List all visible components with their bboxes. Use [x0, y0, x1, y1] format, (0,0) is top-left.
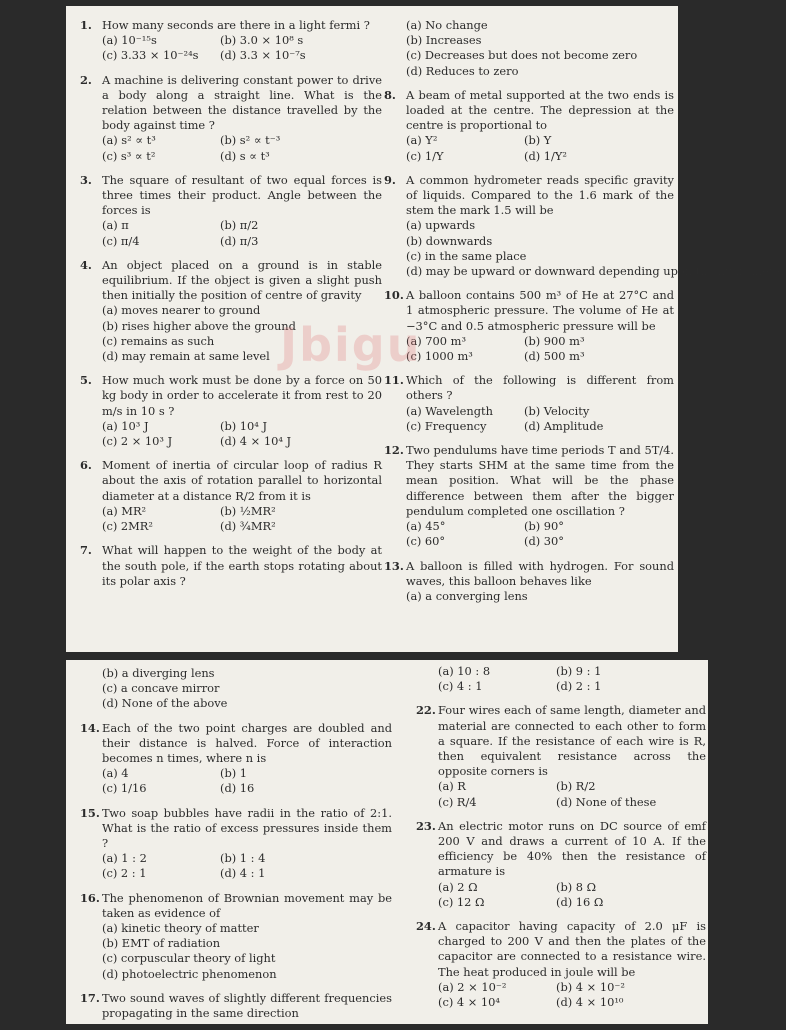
- options-list: [80, 419, 382, 449]
- question-stem: [384, 443, 674, 519]
- option: (d) 16 Ω: [556, 894, 604, 909]
- option: (b) 10⁴ J: [220, 418, 268, 433]
- options-list: [384, 18, 674, 79]
- question-text: A balloon contains 500 m³ of He at 27°C and 1 atmospheric pressure. The volume of He at −3°C and 0.5 atmospheric pressure will be: [406, 288, 674, 333]
- options-list: [384, 519, 674, 549]
- option: (a) 45°: [406, 519, 446, 534]
- question-number: 24.: [416, 919, 436, 934]
- option: (a) 10⁻¹⁵s: [102, 33, 157, 48]
- option: (d) π/3: [220, 233, 259, 248]
- question-number: 17.: [80, 990, 100, 1005]
- option: (c) R/4: [438, 794, 477, 809]
- option: (b) downwards: [406, 233, 493, 248]
- option: (b) 9 : 1: [556, 664, 602, 678]
- option: (d) 2 : 1: [556, 679, 602, 694]
- option: (d) 500 m³: [524, 349, 585, 364]
- options-list: [416, 779, 706, 809]
- question-2: [80, 73, 382, 164]
- question-number: 5.: [80, 373, 92, 388]
- question-number: 10.: [384, 288, 404, 303]
- question-text: Two soap bubbles have radii in the ratio of 2:1. What is the ratio of excess pressures inside them ?: [102, 805, 392, 851]
- option: (c) in the same place: [406, 248, 527, 263]
- option: (a) π: [102, 218, 129, 233]
- option: (d) 16: [220, 781, 255, 796]
- option: (a) a converging lens: [406, 588, 528, 603]
- question-stem: [80, 891, 392, 921]
- option: (b) 4 × 10⁻²: [556, 979, 625, 994]
- options-list: [416, 664, 706, 694]
- question-stem: [384, 373, 674, 403]
- option: (a) Y²: [406, 133, 438, 148]
- option: (c) 4 : 1: [438, 679, 483, 694]
- options-list: [384, 218, 786, 279]
- option: (c) a concave mirror: [102, 681, 220, 696]
- option: (a) 10 : 8: [438, 664, 491, 678]
- option: (c) 12 Ω: [438, 894, 485, 909]
- option: (a) R: [438, 779, 466, 794]
- option: (a) moves nearer to ground: [102, 303, 261, 318]
- question-number: 2.: [80, 72, 92, 87]
- question-number: 12.: [384, 443, 404, 458]
- question-text: A capacitor having capacity of 2.0 μF is charged to 200 V and then the plates of the capacitor are connected to a resistance wire. The heat produced in joule will be: [438, 919, 706, 979]
- option: (c) Frequency: [406, 418, 487, 433]
- question-text: The phenomenon of Brownian movement may be taken as evidence of: [102, 890, 392, 920]
- option: (d) None of the above: [102, 696, 228, 711]
- watermark-logo: Jbigu: [280, 318, 422, 372]
- question-stem: [416, 703, 706, 779]
- options-list: [80, 218, 382, 248]
- option: (a) 2 Ω: [438, 879, 478, 894]
- page-bottom: [66, 660, 708, 1024]
- option: (a) 10³ J: [102, 418, 149, 433]
- option: (a) kinetic theory of matter: [102, 921, 259, 936]
- question-text: Four wires each of same length, diameter and material are connected to each other to form a square. If the resistance of each wire is R, then equivalent resistance across the opposite corners is: [438, 703, 706, 779]
- question-text: A machine is delivering constant power to drive a body along a straight line. What is the relation between the distance travelled by the body against time ?: [102, 72, 382, 133]
- question-stem: [80, 721, 392, 767]
- question-12: [384, 443, 674, 549]
- option: (b) rises higher above the ground: [102, 318, 296, 333]
- option: (b) EMT of radiation: [102, 936, 221, 951]
- option: (a) s² ∝ t³: [102, 133, 156, 148]
- question-number: 6.: [80, 458, 92, 473]
- question-8: [384, 88, 674, 164]
- question-23: [416, 819, 706, 910]
- question-stem: [80, 458, 382, 504]
- option: (d) 3.3 × 10⁻⁷s: [220, 48, 306, 63]
- options-list: [416, 880, 706, 910]
- question-number: 13.: [384, 558, 404, 573]
- option: (b) Y: [524, 133, 552, 148]
- option: (b) Increases: [406, 33, 482, 48]
- option: (a) 1 : 2: [102, 851, 147, 866]
- question-7: [80, 543, 382, 589]
- question-stem: [384, 88, 674, 134]
- question-14: [80, 721, 392, 797]
- option: (d) may remain at same level: [102, 349, 270, 364]
- question-text: Two pendulums have time periods T and 5T/4. They starts SHM at the same time from the mean position. What will be the phase difference between them after the bigger pendulum completed one oscillation ?: [406, 443, 674, 518]
- column-top-right: [384, 18, 786, 613]
- option: (a) No change: [406, 18, 488, 32]
- option: (b) 1 : 4: [220, 851, 266, 866]
- question-text: An electric motor runs on DC source of emf 200 V and draws a current of 10 A. If the efficiency be 40% then the resistance of armature is: [438, 818, 706, 879]
- options-list: [384, 589, 674, 604]
- option: (d) Reduces to zero: [406, 63, 519, 78]
- question-number: 7.: [80, 543, 92, 558]
- options-list: [384, 133, 674, 163]
- option: (b) ½MR²: [220, 503, 276, 518]
- column-bottom-left: [80, 666, 392, 1030]
- question-stem: [80, 543, 382, 589]
- question-number: 22.: [416, 703, 436, 718]
- question-text: The square of resultant of two equal forces is three times their product. Angle between the forces is: [102, 172, 382, 218]
- question-21-options: [416, 664, 706, 694]
- options-list: [384, 334, 674, 364]
- question-number: 4.: [80, 257, 92, 272]
- option: (a) 2 × 10⁻²: [438, 979, 507, 994]
- option: (d) 30°: [524, 534, 564, 549]
- question-stem: [80, 806, 392, 852]
- option: (d) None of these: [556, 794, 657, 809]
- option: (b) π/2: [220, 218, 259, 233]
- question-13: [384, 559, 674, 605]
- option: (a) Wavelength: [406, 403, 493, 418]
- options-list: [80, 921, 392, 982]
- question-stem: [384, 559, 674, 589]
- question-stem: [384, 173, 674, 219]
- option: (b) 90°: [524, 519, 564, 534]
- question-text: A common hydrometer reads specific gravity of liquids. Compared to the 1.6 mark of the stem the mark 1.5 will be: [406, 172, 674, 218]
- option: (d) 4 : 1: [220, 866, 266, 881]
- question-text: Which of the following is different from others ?: [406, 373, 674, 403]
- column-bottom-right: [416, 664, 706, 1019]
- option: (a) 4: [102, 766, 129, 781]
- options-list: [80, 851, 392, 881]
- question-17: [80, 991, 392, 1021]
- options-list: [80, 504, 382, 534]
- option: (c) corpuscular theory of light: [102, 951, 276, 966]
- question-7-options: [384, 18, 674, 79]
- options-list: [80, 666, 392, 712]
- question-24: [416, 919, 706, 1010]
- option: (d) 4 × 10⁴ J: [220, 434, 292, 449]
- question-number: 8.: [384, 87, 396, 102]
- option: (c) Decreases but does not become zero: [406, 48, 638, 63]
- question-stem: [80, 258, 382, 304]
- option: (d) s ∝ t³: [220, 148, 270, 163]
- option: (b) 3.0 × 10⁸ s: [220, 33, 304, 48]
- option: (c) 2MR²: [102, 519, 153, 534]
- option: (b) s² ∝ t⁻³: [220, 133, 281, 148]
- question-number: 9.: [384, 172, 396, 187]
- option: (b) a diverging lens: [102, 666, 215, 680]
- question-15: [80, 806, 392, 882]
- page-top: [66, 6, 786, 652]
- question-11: [384, 373, 674, 434]
- option: (a) 700 m³: [406, 333, 467, 348]
- question-9: [384, 172, 786, 279]
- question-text: Moment of inertia of circular loop of radius R about the axis of rotation parallel to horizontal diameter at a distance R/2 from it is: [102, 458, 382, 503]
- option: (d) 1/Y²: [524, 148, 567, 163]
- question-6: [80, 458, 382, 534]
- options-list: [80, 133, 382, 163]
- question-3: [80, 173, 382, 249]
- question-stem: [416, 919, 706, 980]
- option: (c) π/4: [102, 233, 140, 248]
- question-text: How much work must be done by a force on 50 kg body in order to accelerate it from rest to 20 m/s in 10 s ?: [102, 373, 382, 418]
- question-5: [80, 373, 382, 449]
- option: (c) 2 : 1: [102, 866, 147, 881]
- question-number: 15.: [80, 805, 100, 820]
- question-13-options: [80, 666, 392, 712]
- option: (d) ¾MR²: [220, 519, 276, 534]
- option: (b) 1: [220, 766, 248, 781]
- question-16: [80, 891, 392, 982]
- question-number: 16.: [80, 890, 100, 905]
- question-stem: [416, 819, 706, 880]
- question-text: How many seconds are there in a light fermi ?: [102, 18, 370, 32]
- question-text: An object placed on a ground is in stable equilibrium. If the object is given a slight push then initially the position of centre of gravity: [102, 257, 382, 303]
- question-stem: [80, 991, 392, 1021]
- question-number: 14.: [80, 720, 100, 735]
- question-number: 1.: [80, 18, 92, 32]
- question-stem: [80, 73, 382, 134]
- option: (b) R/2: [556, 779, 596, 794]
- question-text: A beam of metal supported at the two ends is loaded at the centre. The depression at the centre is proportional to: [406, 87, 674, 133]
- option: (a) MR²: [102, 503, 147, 518]
- option: (c) 4 × 10⁴: [438, 995, 500, 1010]
- option: (c) 2 × 10³ J: [102, 434, 173, 449]
- option: (c) 60°: [406, 534, 446, 549]
- option: (c) 3.33 × 10⁻²⁴s: [102, 48, 199, 63]
- question-number: 11.: [384, 373, 404, 388]
- options-list: [384, 404, 674, 434]
- question-1: [80, 18, 382, 64]
- question-number: 23.: [416, 818, 436, 833]
- question-stem: [80, 18, 382, 33]
- question-number: 3.: [80, 172, 92, 187]
- option: (b) 900 m³: [524, 333, 585, 348]
- option: (c) 1/Y: [406, 148, 444, 163]
- option: (b) Velocity: [524, 403, 590, 418]
- options-list: [80, 766, 392, 796]
- option: (c) remains as such: [102, 333, 215, 348]
- question-stem: [80, 373, 382, 419]
- question-22: [416, 703, 706, 809]
- option: (c) s³ ∝ t²: [102, 148, 156, 163]
- column-top-left: [80, 18, 382, 598]
- option: (d) Amplitude: [524, 418, 604, 433]
- option: (d) photoelectric phenomenon: [102, 966, 277, 981]
- option: (b) 8 Ω: [556, 879, 597, 894]
- question-text: Each of the two point charges are doubled and their distance is halved. Force of interaction becomes n times, where n is: [102, 720, 392, 766]
- question-text: A balloon is filled with hydrogen. For sound waves, this balloon behaves like: [406, 558, 674, 588]
- option: (a) upwards: [406, 218, 476, 233]
- question-stem: [80, 173, 382, 219]
- options-list: [80, 33, 382, 63]
- question-10: [384, 288, 674, 364]
- question-text: What will happen to the weight of the body at the south pole, if the earth stops rotating about its polar axis ?: [102, 543, 382, 588]
- option: (c) 1000 m³: [406, 349, 473, 364]
- question-text: Two sound waves of slightly different frequencies propagating in the same direction: [102, 990, 392, 1021]
- option: (d) may be upward or downward depending upon the hydrometer: [406, 264, 786, 279]
- question-stem: [384, 288, 674, 334]
- option: (c) 1/16: [102, 781, 147, 796]
- options-list: [416, 980, 706, 1010]
- option: (d) 4 × 10¹⁰: [556, 995, 624, 1010]
